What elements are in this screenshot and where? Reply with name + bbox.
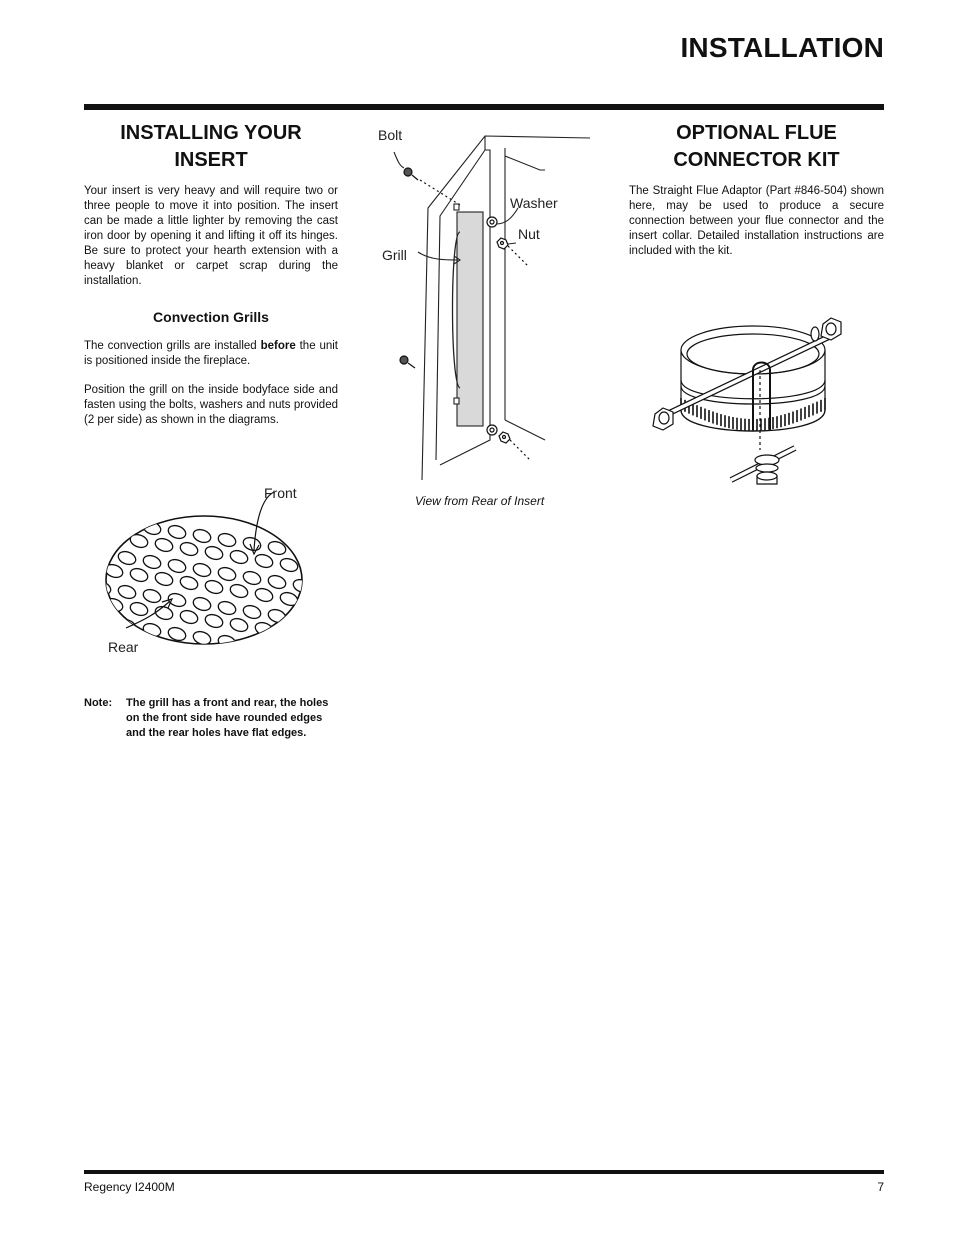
grill-note — [84, 696, 344, 741]
installing-insert-heading: INSTALLING YOUR INSERT — [120, 122, 302, 171]
flue-connector-section — [629, 120, 884, 273]
grill-hole — [266, 641, 287, 658]
rear-label: Rear — [108, 639, 139, 655]
grill-hole — [303, 594, 324, 611]
grill-hole — [303, 560, 324, 577]
header-rule — [84, 104, 884, 110]
p2-text-a: The convection grills are installed — [84, 340, 261, 352]
grill-detail-drawing — [84, 480, 344, 660]
installing-insert-section — [84, 120, 338, 442]
grill-hole — [91, 613, 112, 630]
grill-detail-figure — [84, 480, 344, 660]
grill-position-paragraph: Position the grill on the inside bodyface side and fasten using the bolts, washers and nuts provided (2 per side) as shown in the diagrams. — [84, 384, 338, 426]
note-label: Note: — [84, 697, 113, 709]
footer-page-number: 7 — [877, 1180, 884, 1194]
flue-connector-paragraph: The Straight Flue Adaptor (Part #846-504) shown here, may be used to produce a secure connection between your flue connector and the insert collar. Detailed installation instructions are included with the kit. — [629, 185, 884, 257]
intro-paragraph: Your insert is very heavy and will require two or three people to move it into position. The insert can be made a little lighter by removing the cast iron door by opening it and lifting it off its hinges. Be sure to protect your hearth extension with a heavy blanket or carpet scrap during the installation. — [84, 185, 338, 287]
grill-hole — [303, 628, 324, 645]
grill-hole — [291, 611, 312, 628]
grill-label: Grill — [382, 247, 407, 263]
note-text: The grill has a front and rear, the holes on the front side have rounded edges and the rear holes have flat edges. — [126, 697, 329, 739]
grill-hole — [116, 515, 137, 532]
grill-installation-drawing — [370, 120, 600, 490]
grill-installation-figure — [370, 120, 600, 490]
flue-adaptor-drawing — [645, 310, 855, 490]
nut-label: Nut — [518, 226, 540, 242]
grill-hole — [91, 545, 112, 562]
grill-hole — [91, 511, 112, 528]
flue-adaptor-figure — [645, 310, 855, 490]
figure-caption: View from Rear of Insert — [415, 494, 545, 508]
p2-bold-word: before — [260, 340, 296, 352]
grill-hole — [241, 637, 262, 654]
footer-model: Regency I2400M — [84, 1180, 175, 1194]
p2-text-b: the unit is positioned inside the fireplace. — [84, 340, 338, 367]
front-label: Front — [264, 485, 297, 501]
page-title: INSTALLATION — [680, 32, 884, 63]
grill-hole — [103, 528, 124, 545]
grill-hole — [278, 624, 299, 641]
flue-connector-heading: OPTIONAL FLUE CONNECTOR KIT — [673, 122, 840, 171]
convection-grills-heading: Convection Grills — [153, 309, 269, 325]
washer-label: Washer — [510, 195, 558, 211]
grill-hole — [291, 645, 312, 660]
grills-before-paragraph — [84, 339, 338, 369]
footer-rule — [84, 1170, 884, 1174]
bolt-label: Bolt — [378, 127, 403, 143]
